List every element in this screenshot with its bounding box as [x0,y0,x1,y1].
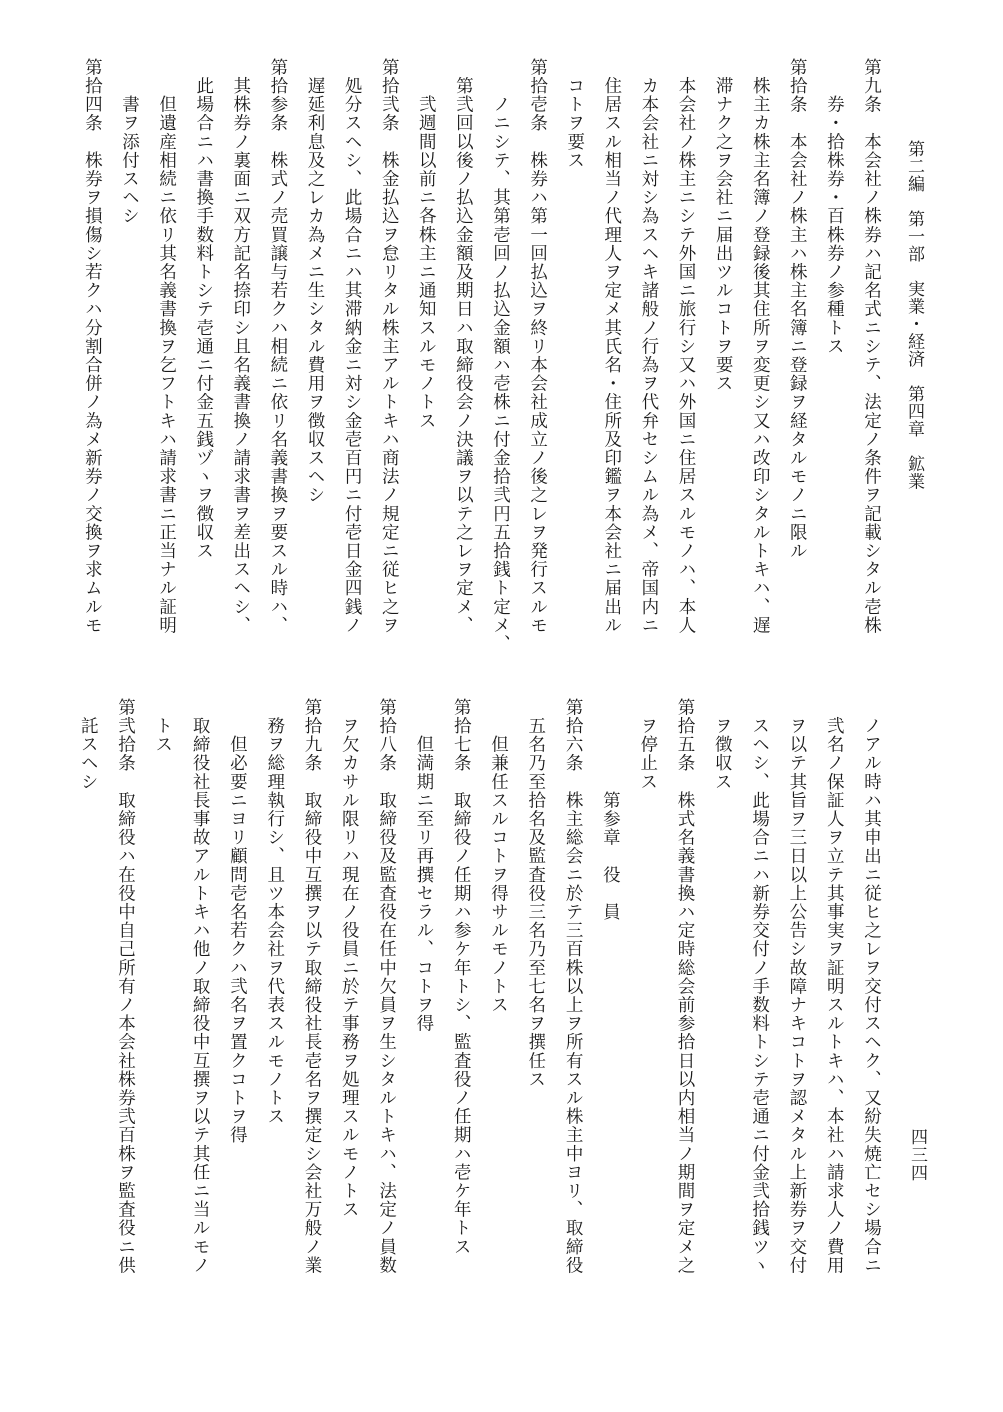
top-text-column: 第拾壱条 株券ハ第一回払込ヲ終リ本会社成立ノ後之レヲ発行スルモ [527,58,548,635]
bottom-text-column: 第参章 役 員 [600,698,621,922]
bottom-text-column: 第拾七条 取締役ノ任期ハ参ケ年トシ、監査役ノ任期ハ壱ケ年トス [451,698,472,1256]
bottom-text-column: 第弐拾条 取締役ハ在役中自己所有ノ本会社株券弐百株ヲ監査役ニ供 [115,698,136,1275]
bottom-text-column: 取締役社長事故アルトキハ他ノ取締役中互撰ヲ以テ其任ニ当ルモノ [190,698,211,1275]
running-header: 第二編 第一部 実業・経済 第四章 鉱業 [904,140,924,490]
top-text-column: カ本会社ニ対シ為スヘキ諸般ノ行為ヲ代弁セシムル為メ、帝国内ニ [638,58,659,635]
top-text-column: コトヲ要ス [564,58,585,170]
bottom-text-column: 第拾八条 取締役及監査役在任中欠員ヲ生シタルトキハ、法定ノ員数 [376,698,397,1275]
top-text-column: 弐週間以前ニ各株主ニ通知スルモノトス [416,58,437,430]
top-text-column: 此場合ニハ書換手数料トシテ壱通ニ付金五銭ヅヽヲ徴収ス [193,58,214,561]
top-text-column: 第九条 本会社ノ株券ハ記名式ニシテ、法定ノ条件ヲ記載シタル壱株 [861,58,882,635]
top-text-column: 遅延利息及之レカ為メニ生シタル費用ヲ徴収スヘシ [305,58,325,505]
bottom-text-column: 但兼任スルコトヲ得サルモノトス [488,698,509,1015]
bottom-text-column: 弐名ノ保証人ヲ立テ其事実ヲ証明スルトキハ、本社ハ請求人ノ費用 [824,698,845,1275]
bottom-text-column: 五名乃至拾名及監査役三名乃至七名ヲ撰任ス [525,698,546,1089]
top-text-column: 第拾四条 株券ヲ損傷シ若クハ分割合併ノ為メ新券ノ交換ヲ求ムルモ [82,58,103,635]
page-number: 四三四 [907,1128,927,1182]
top-text-column: 券・拾株券・百株券ノ参種トス [824,58,845,356]
top-text-column: ノニシテ、其第壱回ノ払込金額ハ壱株ニ付金拾弐円五拾銭ト定メ、 [490,58,511,654]
bottom-text-column: ヲ停止ス [637,698,658,791]
bottom-text-column: 但満期ニ至リ再撰セラル、コトヲ得 [413,698,434,1033]
bottom-text-column: 務ヲ総理執行シ、且ツ本会社ヲ代表スルモノトス [264,698,285,1126]
bottom-text-column: トス [152,698,173,754]
bottom-text-column: 託スヘシ [78,698,99,791]
top-text-column: 但遺産相続ニ依リ其名義書換ヲ乞フトキハ請求書ニ正当ナル証明 [156,58,177,635]
bottom-text-column: スヘシ、此場合ニハ新券交付ノ手数料トシテ壱通ニ付金弐拾銭ツヽ [749,698,770,1275]
bottom-text-column: 第拾五条 株式名義書換ハ定時総会前参拾日以内相当ノ期間ヲ定メ之 [675,698,695,1275]
top-text-column: 第拾条 本会社ノ株主ハ株主名簿ニ登録ヲ経タルモノニ限ル [787,58,808,561]
bottom-text-column: 第拾九条 取締役中互撰ヲ以テ取締役社長壱名ヲ撰定シ会社万般ノ業 [302,698,322,1275]
top-text-column: 処分スヘシ、此場合ニハ其滞納金ニ対シ金壱百円ニ付壱日金四銭ノ [342,58,363,635]
top-text-column: 滞ナク之ヲ会社ニ届出ツルコトヲ要ス [713,58,734,393]
bottom-text-column: ヲ徴収ス [712,698,733,791]
bottom-text-column: 第拾六条 株主総会ニ於テ三百株以上ヲ所有スル株主中ヨリ、取締役 [563,698,584,1275]
top-text-column: 書ヲ添付スヘシ [119,58,140,226]
top-text-column: 住居スル相当ノ代理人ヲ定メ其氏名・住所及印鑑ヲ本会社ニ届出ル [601,58,622,635]
top-text-column: 第拾弐条 株金払込ヲ怠リタル株主アルトキハ商法ノ規定ニ従ヒ之ヲ [379,58,400,635]
top-text-column: 本会社ノ株主ニシテ外国ニ旅行シ又ハ外国ニ住居スルモノハ、本人 [676,58,696,635]
bottom-text-column: 但必要ニヨリ顧問壱名若クハ弐名ヲ置クコトヲ得 [227,698,248,1145]
top-text-column: 第弐回以後ノ払込金額及期日ハ取締役会ノ決議ヲ以テ之レヲ定メ、 [453,58,474,635]
top-text-column: 株主カ株主名簿ノ登録後其住所ヲ変更シ又ハ改印シタルトキハ、遅 [750,58,771,635]
top-text-column: 第拾参条 株式ノ売買譲与若クハ相続ニ依リ名義書換ヲ要スル時ハ、 [267,58,288,635]
bottom-text-column: ノアル時ハ其申出ニ従ヒ之レヲ交付スヘク、又紛失焼亡セシ場合ニ [861,698,882,1275]
bottom-text-column: ヲ欠カサル限リハ現在ノ役員ニ於テ事務ヲ処理スルモノトス [339,698,360,1219]
top-text-column: 其株券ノ裏面ニ双方記名捺印シ且名義書換ノ請求書ヲ差出スヘシ、 [230,58,251,635]
bottom-text-column: ヲ以テ其旨ヲ三日以上公告シ故障ナキコトヲ認メタル上新券ヲ交付 [786,698,807,1275]
